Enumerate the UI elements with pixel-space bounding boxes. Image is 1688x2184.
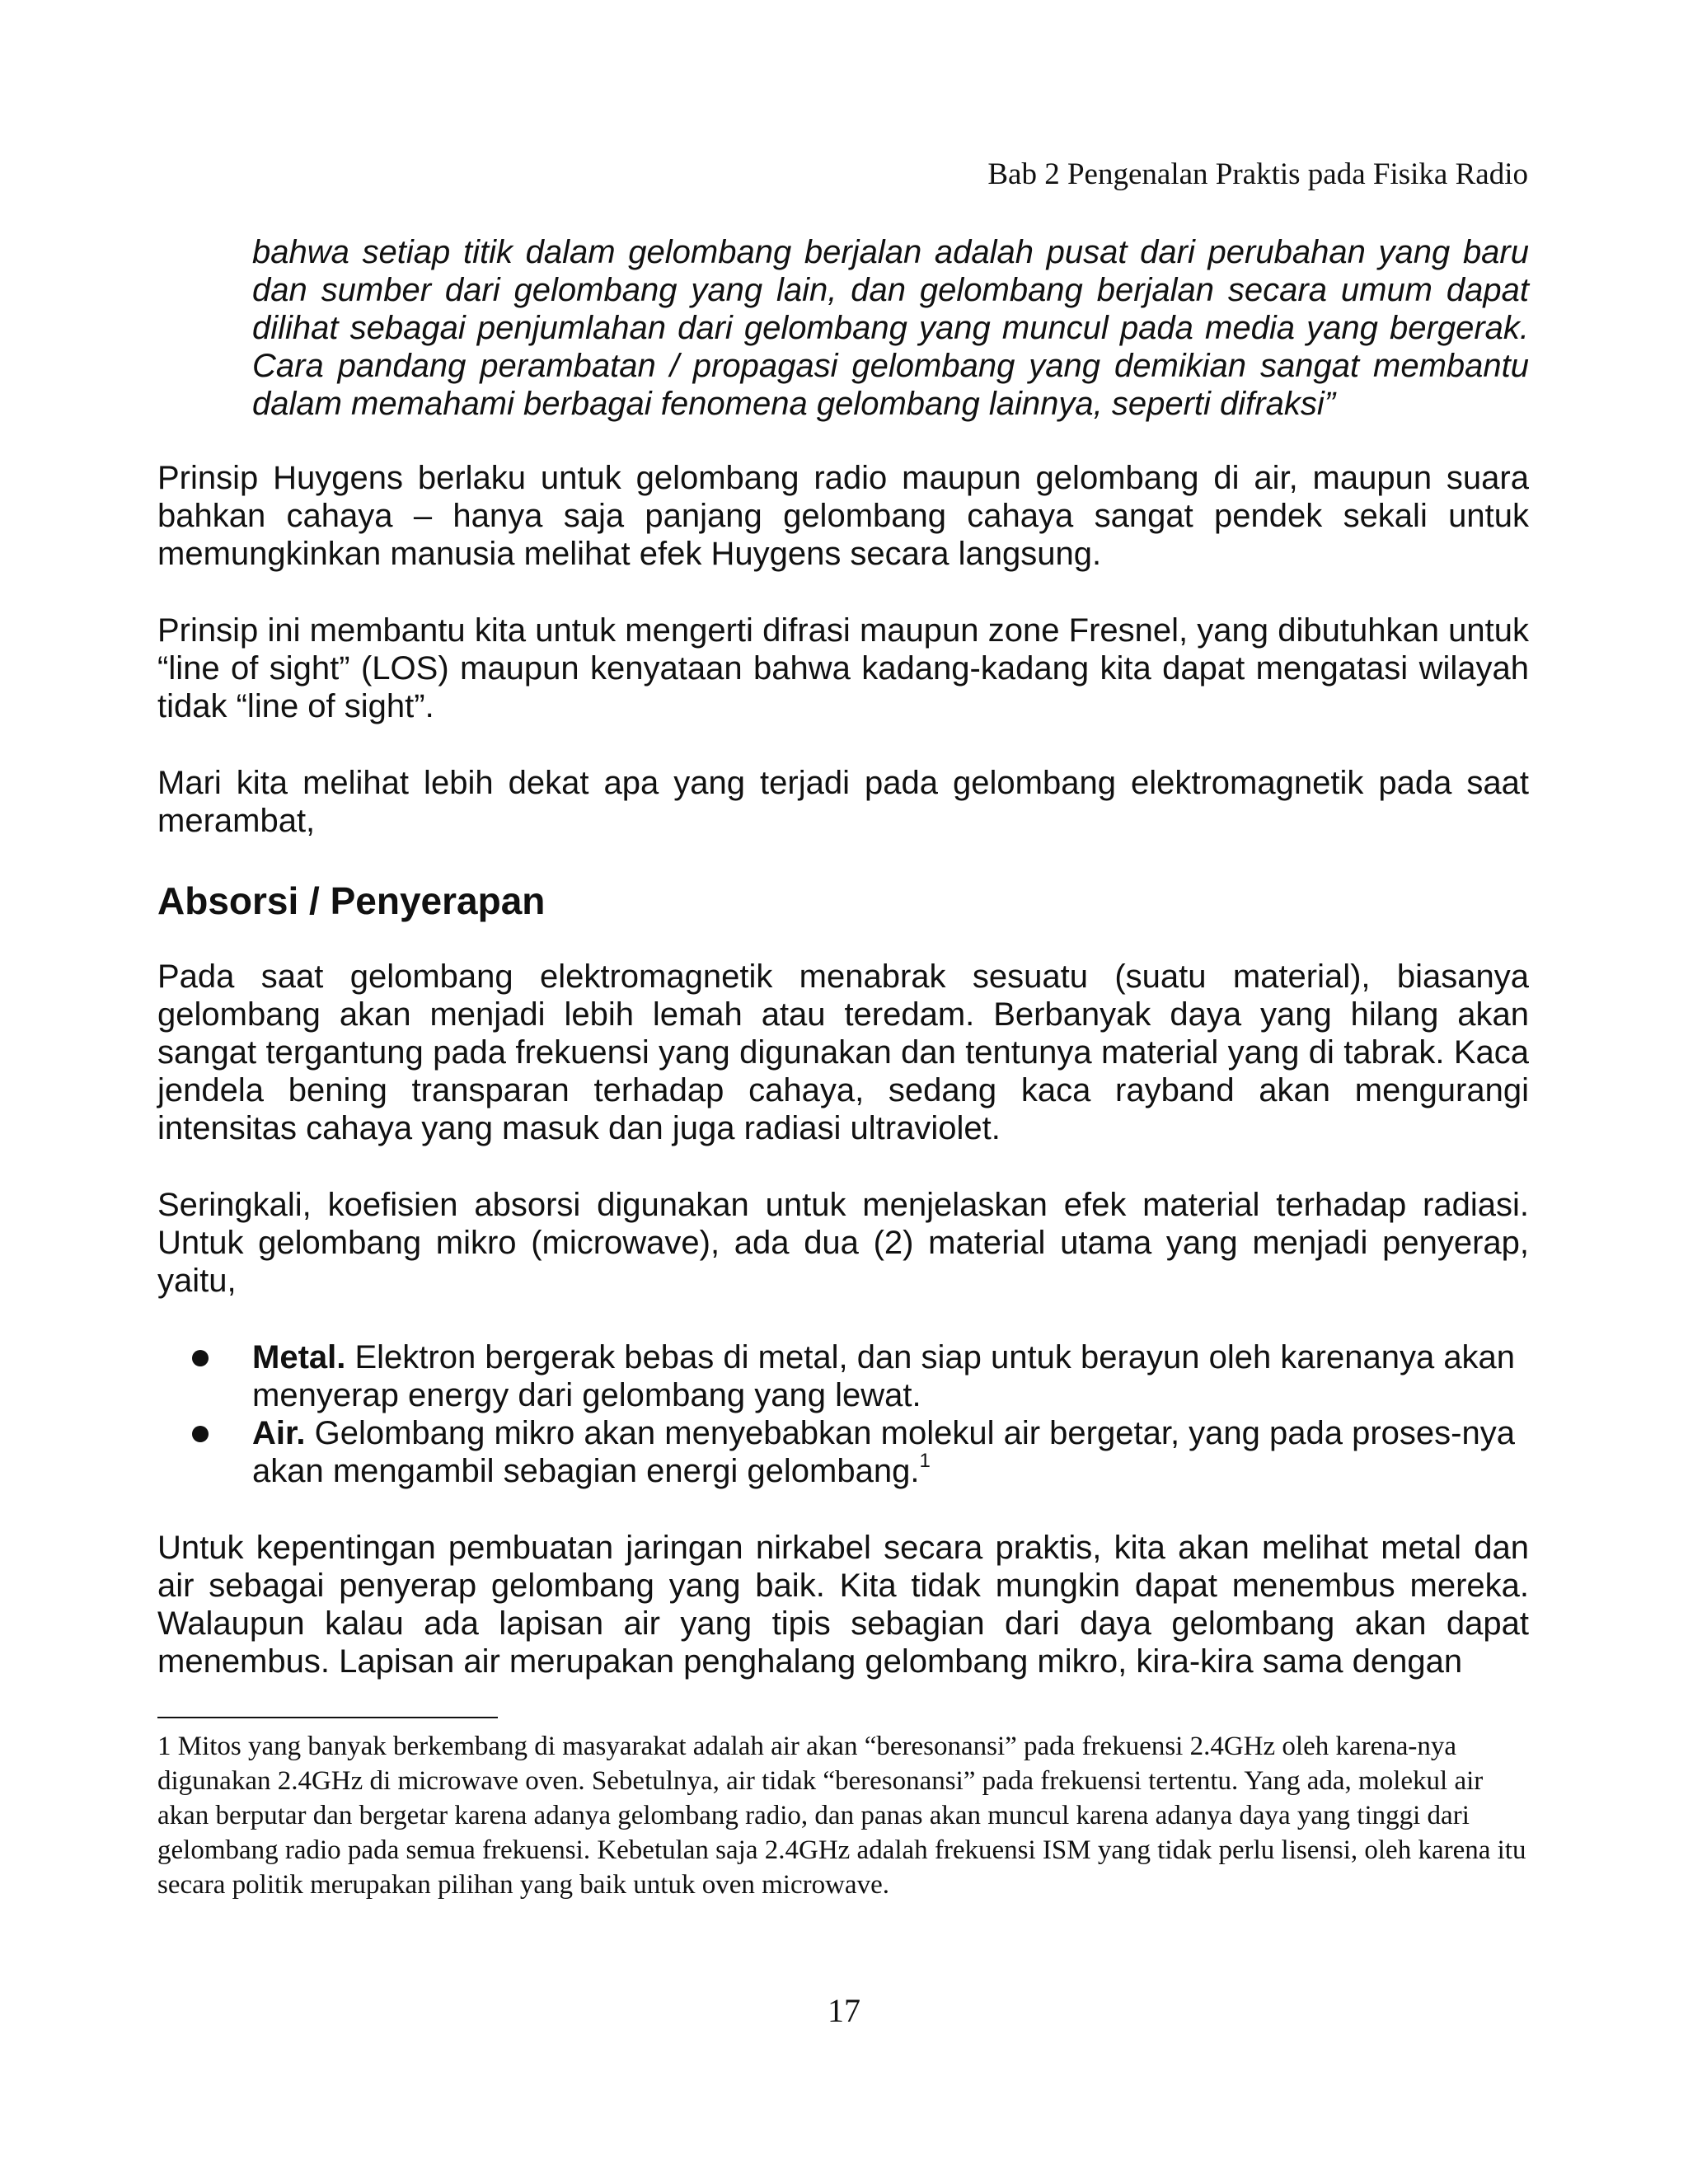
bullet-icon <box>192 1426 209 1442</box>
paragraph-practical: Untuk kepentingan pembuatan jaringan nirkabel secara praktis, kita akan melihat metal dan air sebagai penyerap gelombang yang baik. Kita tidak mungkin dapat menembus mereka. Walaupun kalau ada lapisan air yang tipis sebagian dari daya gelombang akan dapat menembus. Lapisan air merupakan penghalang gelombang mikro, kira-kira sama dengan <box>157 1530 1529 1680</box>
footnote-reference[interactable]: 1 <box>919 1449 931 1472</box>
section-heading: Absorsi / Penyerapan <box>157 879 546 922</box>
paragraph-intro: Mari kita melihat lebih dekat apa yang terjadi pada gelombang elektromagnetik pada saat merambat, <box>157 765 1529 839</box>
paragraph-fresnel: Prinsip ini membantu kita untuk mengerti difrasi maupun zone Fresnel, yang dibutuhkan untuk “line of sight” (LOS) maupun kenyataan bahwa kadang-kadang kita dapat mengatasi wilayah tidak “line of sight”. <box>157 612 1529 724</box>
list-item <box>157 1414 1529 1490</box>
block-quote: bahwa setiap titik dalam gelombang berjalan adalah pusat dari perubahan yang baru dan sumber dari gelombang yang lain, dan gelombang berjalan secara umum dapat dilihat sebagai penjumlahan dari gelombang yang muncul pada media yang bergerak. Cara pandang perambatan / propagasi gelombang yang demikian sangat membantu dalam memahami berbagai fenomena gelombang lainnya, seperti difraksi” <box>252 234 1529 422</box>
bullet-term: Metal. <box>252 1339 346 1376</box>
paragraph-huygens: Prinsip Huygens berlaku untuk gelombang radio maupun gelombang di air, maupun suara bahkan cahaya – hanya saja panjang gelombang cahaya sangat pendek sekali untuk memungkinkan manusia melihat efek Huygens secara langsung. <box>157 460 1529 572</box>
bullet-text: Elektron bergerak bebas di metal, dan siap untuk berayun oleh karenanya akan menyerap energy dari gelombang yang lewat. <box>252 1339 1516 1413</box>
bullet-term: Air. <box>252 1415 306 1451</box>
bullet-icon <box>192 1350 209 1366</box>
bullet-list <box>157 1338 1529 1490</box>
main-content <box>157 233 1529 1719</box>
paragraph-coefficient: Seringkali, koefisien absorsi digunakan untuk menjelaskan efek material terhadap radiasi. Untuk gelombang mikro (microwave), ada dua (2) material utama yang menjadi penyerap, yaitu, <box>157 1187 1529 1299</box>
footnote-text: 1 Mitos yang banyak berkembang di masyarakat adalah air akan “beresonansi” pada frekuensi 2.4GHz oleh karena-nya digunakan 2.4GHz di microwave oven. Sebetulnya, air tidak “beresonansi” pada frekuensi tertentu. Yang ada, molekul air akan berputar dan bergetar karena adanya gelombang radio, dan panas akan muncul karena adanya daya yang tinggi dari gelombang radio pada semua frekuensi. Kebetulan saja 2.4GHz adalah frekuensi ISM yang tidak perlu lisensi, oleh karena itu secara politik merupakan pilihan yang baik untuk oven microwave. <box>157 1732 1526 1900</box>
footnote-divider <box>157 1717 498 1718</box>
running-header: Bab 2 Pengenalan Praktis pada Fisika Radio <box>987 157 1528 191</box>
paragraph-absorption: Pada saat gelombang elektromagnetik menabrak sesuatu (suatu material), biasanya gelombang akan menjadi lebih lemah atau teredam. Berbanyak daya yang hilang akan sangat tergantung pada frekuensi yang digunakan dan tentunya material yang di tabrak. Kaca jendela bening transparan terhadap cahaya, sedang kaca rayband akan mengurangi intensitas cahaya yang masuk dan juga radiasi ultraviolet. <box>157 958 1529 1146</box>
bullet-text: Gelombang mikro akan menyebabkan molekul air bergetar, yang pada proses-nya akan mengambil sebagian energi gelombang. <box>252 1415 1515 1489</box>
page-number: 17 <box>828 1992 860 2029</box>
list-item <box>157 1338 1529 1414</box>
